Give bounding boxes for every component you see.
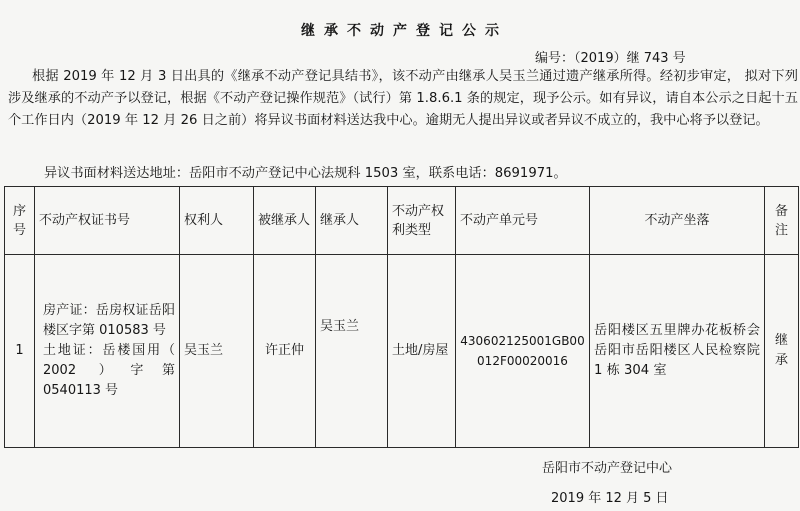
header-unit: 不动产单元号 [456, 187, 590, 255]
table-row [5, 255, 799, 448]
header-remark: 备注 [765, 187, 799, 255]
page-title: 继承不动产登记公示 [301, 23, 508, 39]
cell-owner: 吴玉兰 [180, 255, 254, 448]
header-location: 不动产坐落 [590, 187, 765, 255]
header-owner: 权利人 [180, 187, 254, 255]
cell-decedent: 许正仲 [254, 255, 316, 448]
cell-remark: 继承 [765, 255, 799, 448]
cell-seq: 1 [5, 255, 35, 448]
cell-right-type: 土地/房屋 [388, 255, 456, 448]
cert-house: 房产证：岳房权证岳阳楼区字第 010583 号 [43, 303, 175, 338]
notice-body: 根据 2019 年 12 月 3 日出具的《继承不动产登记具结书》，该不动产由继承人吴玉兰通过遗产继承所得。经初步审定， 拟对下列涉及继承的不动产予以登记，根据《不动产登记操作规范》（试行）第 1.8.6.1 条的规定，现予公示。如有异议，请自本公示之日起十五个工作日内（2019 年 12 月 26 日之前）将异议书面材料送达我中心。逾期无人提出异议或者异议不成立的，我中心将予以登记。 [8, 69, 798, 128]
registration-table [4, 186, 799, 448]
cell-heir: 吴玉兰 [316, 255, 388, 448]
header-heir: 继承人 [316, 187, 388, 255]
issue-date: 2019 年 12 月 5 日 [551, 491, 669, 506]
header-decedent: 被继承人 [254, 187, 316, 255]
issuing-organization: 岳阳市不动产登记中心 [542, 461, 673, 476]
header-cert: 不动产权证书号 [35, 187, 180, 255]
objection-address: 异议书面材料送达地址：岳阳市不动产登记中心法规科 1503 室，联系电话：8691971。 [44, 166, 567, 181]
cert-land: 土地证：岳楼国用（ 2002 ）字第 0540113 号 [43, 343, 175, 398]
document-number: 编号：（2019）继 743 号 [535, 51, 686, 66]
cell-cert [35, 255, 180, 448]
cell-unit: 430602125001GB00012F00020016 [456, 255, 590, 448]
header-right-type: 不动产权利类型 [388, 187, 456, 255]
header-seq: 序号 [5, 187, 35, 255]
cell-location: 岳阳楼区五里牌办花板桥会岳阳市岳阳楼区人民检察院 1 栋 304 室 [590, 255, 765, 448]
